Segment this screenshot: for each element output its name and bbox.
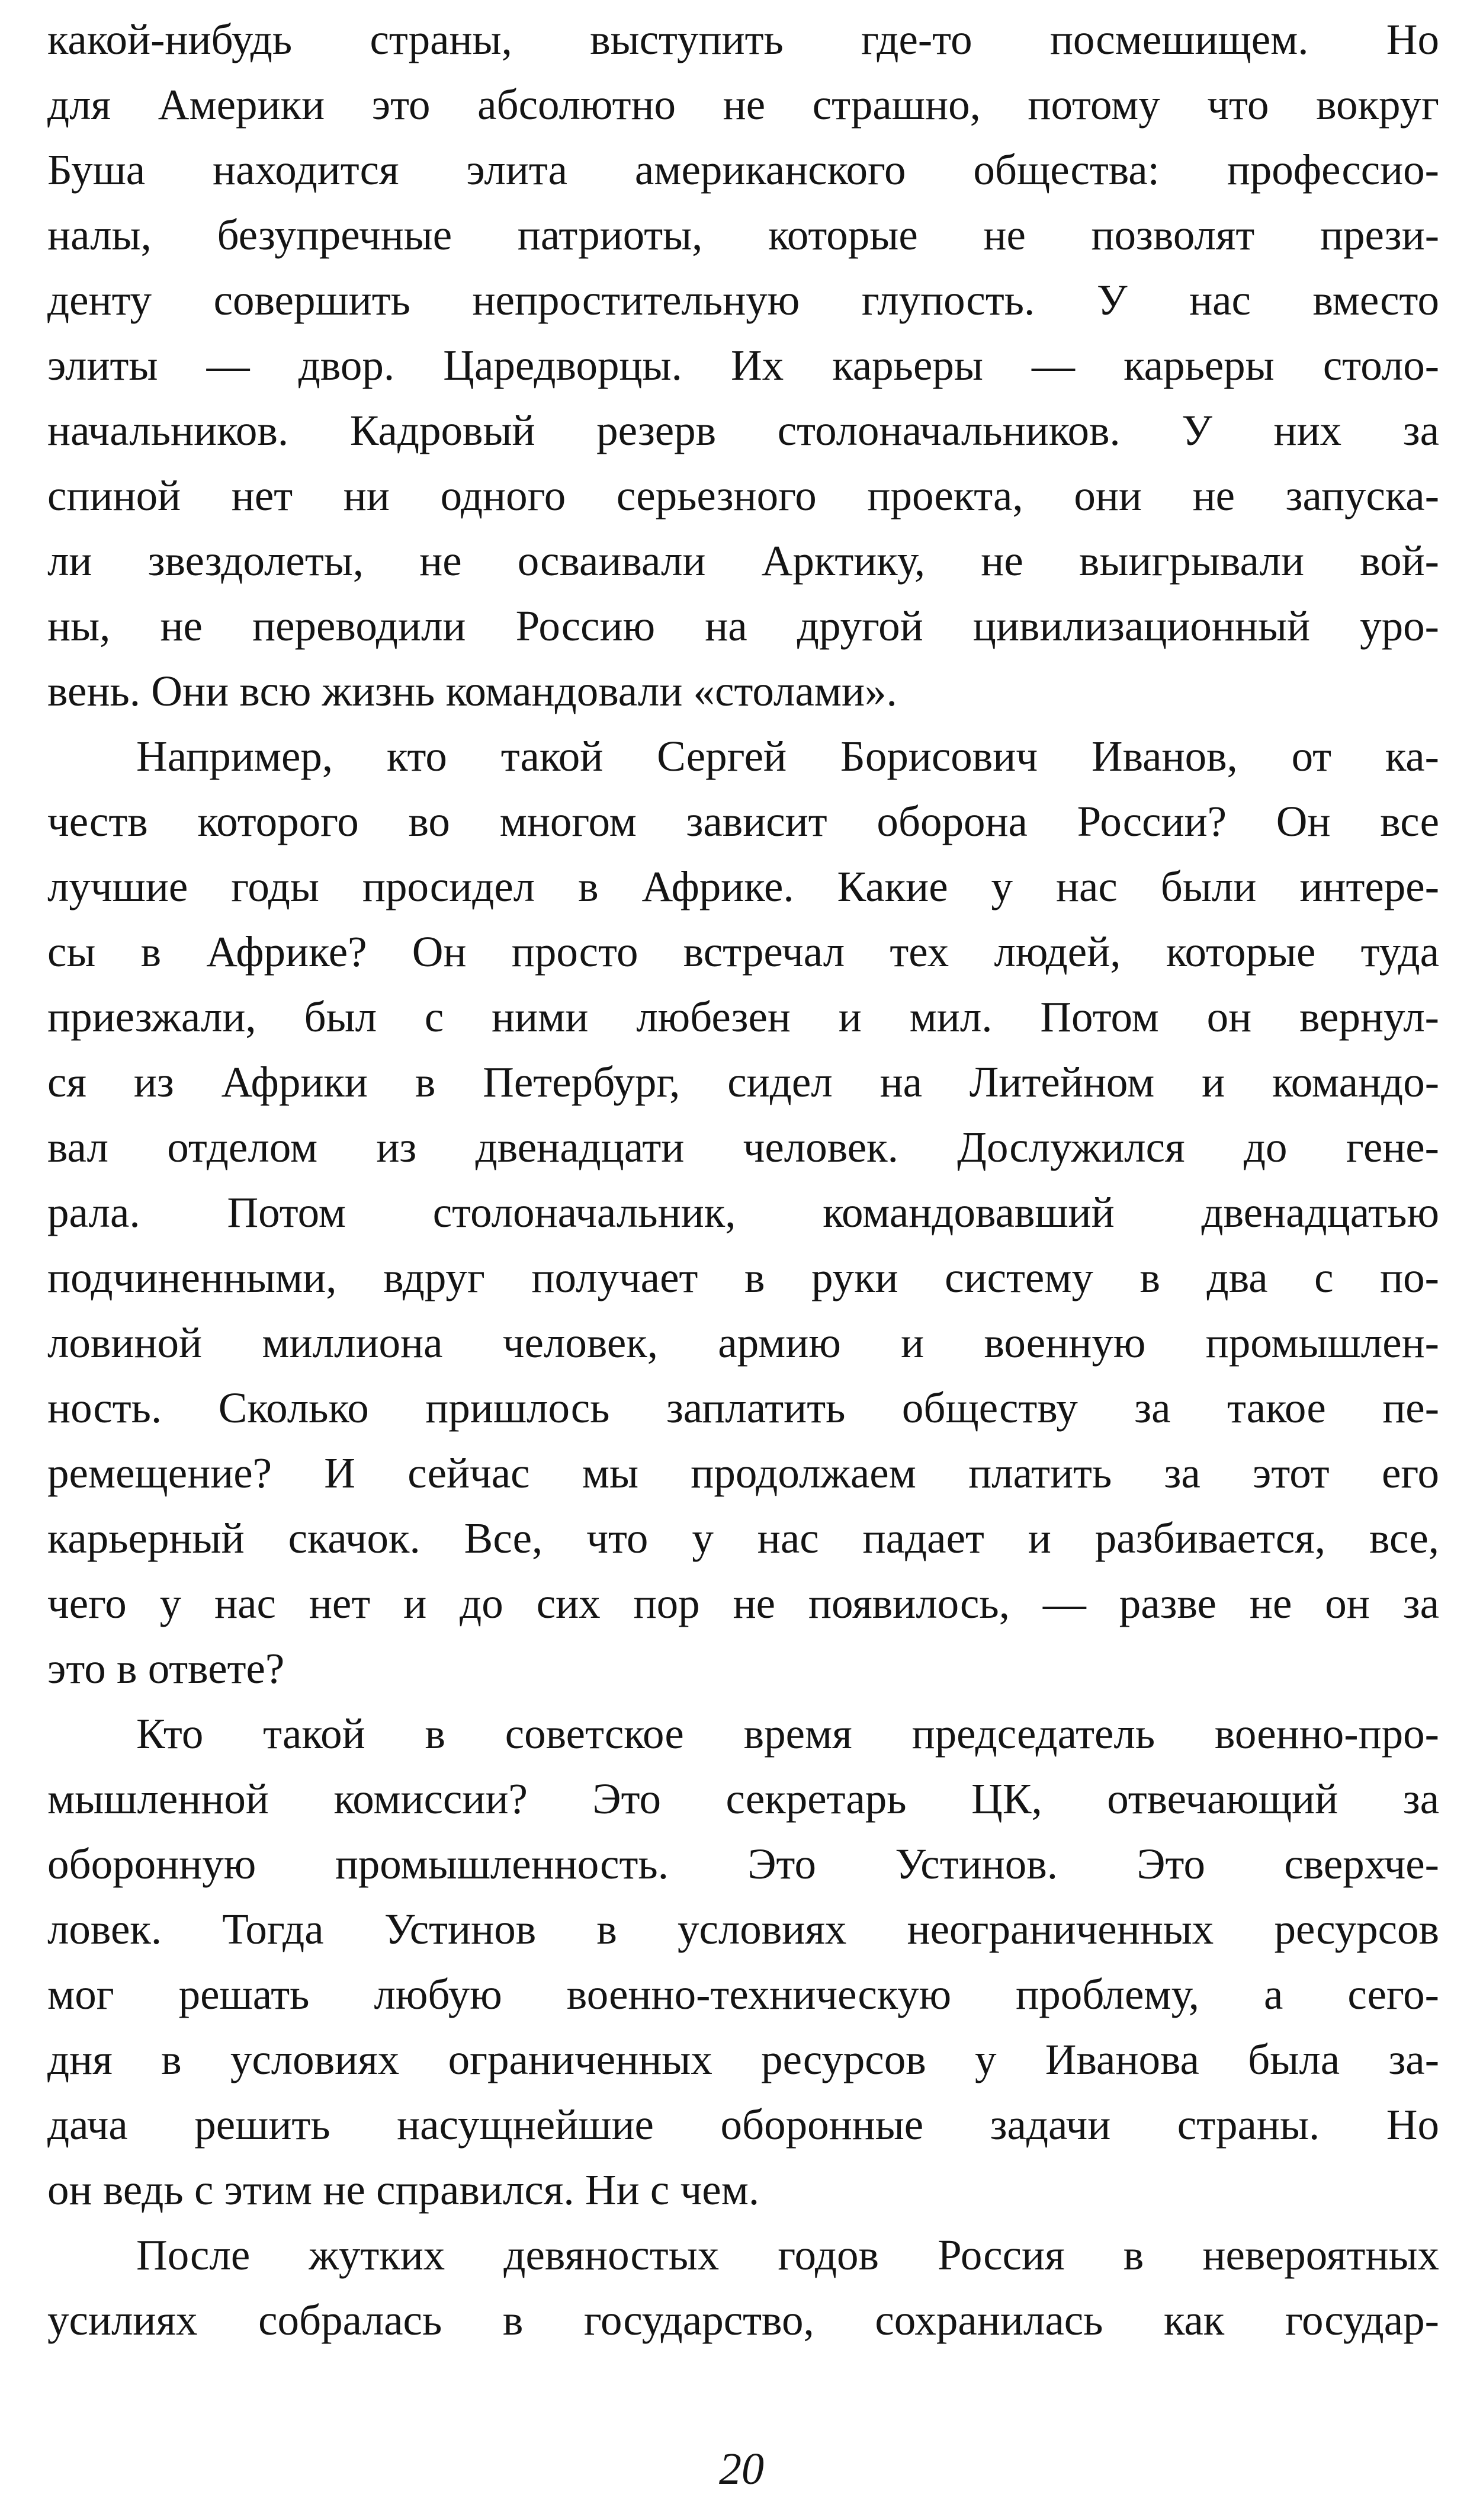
paragraph-1	[47, 7, 1439, 724]
text-line: мышленной комиссии? Это секретарь ЦК, отвечающий за	[47, 1775, 1439, 1823]
text-line: ли звездолеты, не осваивали Арктику, не выигрывали вой-	[47, 537, 1439, 585]
text-line: Буша находится элита американского общества: профессио-	[47, 146, 1439, 194]
text-line: ловиной миллиона человек, армию и военную промышлен-	[47, 1319, 1439, 1367]
text-line: вень. Они всю жизнь командовали «столами».	[47, 667, 897, 715]
text-line: мог решать любую военно-техническую проблему, а сего-	[47, 1970, 1439, 2018]
text-line: элиты — двор. Царедворцы. Их карьеры — карьеры столо-	[47, 341, 1439, 389]
page-body	[47, 7, 1439, 2353]
page-number: 20	[719, 2444, 764, 2494]
text-line: дача решить насущнейшие оборонные задачи страны. Но	[47, 2101, 1439, 2149]
text-line: для Америки это абсолютно не страшно, потому что вокруг	[47, 81, 1439, 129]
text-line: Например, кто такой Сергей Борисович Иванов, от ка-	[136, 732, 1439, 780]
paragraph-3	[47, 1701, 1439, 2223]
text-line: денту совершить непростительную глупость. У нас вместо	[47, 276, 1439, 324]
text-line: честв которого во многом зависит оборона России? Он все	[47, 797, 1439, 845]
text-line: чего у нас нет и до сих пор не появилось, — разве не он за	[47, 1579, 1439, 1627]
text-line: подчиненными, вдруг получает в руки систему в два с по-	[47, 1253, 1439, 1301]
text-line: После жутких девяностых годов Россия в невероятных	[136, 2231, 1439, 2279]
text-line: начальников. Кадровый резерв столоначальников. У них за	[47, 406, 1439, 454]
text-line: лучшие годы просидел в Африке. Какие у нас были интере-	[47, 863, 1439, 910]
text-line: ремещение? И сейчас мы продолжаем платить за этот его	[47, 1449, 1439, 1497]
text-line: ся из Африки в Петербург, сидел на Литейном и командо-	[47, 1058, 1439, 1106]
text-line: карьерный скачок. Все, что у нас падает и разбивается, все,	[47, 1514, 1439, 1562]
text-line: он ведь с этим не справился. Ни с чем.	[47, 2166, 760, 2214]
text-line: ность. Сколько пришлось заплатить обществу за такое пе-	[47, 1384, 1439, 1432]
text-line: дня в условиях ограниченных ресурсов у Иванова была за-	[47, 2035, 1439, 2083]
text-line: рала. Потом столоначальник, командовавший двенадцатью	[47, 1188, 1439, 1236]
text-line: оборонную промышленность. Это Устинов. Это сверхче-	[47, 1840, 1439, 1888]
text-line: вал отделом из двенадцати человек. Дослужился до гене-	[47, 1123, 1439, 1171]
text-line: сы в Африке? Он просто встречал тех людей, которые туда	[47, 928, 1439, 976]
text-line: спиной нет ни одного серьезного проекта, они не запуска-	[47, 472, 1439, 520]
paragraph-2	[47, 724, 1439, 1701]
text-line: какой-нибудь страны, выступить где-то посмешищем. Но	[47, 15, 1439, 63]
text-line: ловек. Тогда Устинов в условиях неограниченных ресурсов	[47, 1905, 1439, 1953]
text-line: усилиях собралась в государство, сохранилась как государ-	[47, 2296, 1439, 2344]
text-line: приезжали, был с ними любезен и мил. Потом он вернул-	[47, 993, 1439, 1041]
text-line: это в ответе?	[47, 1644, 285, 1692]
paragraph-4	[47, 2223, 1439, 2353]
text-line: ны, не переводили Россию на другой цивилизационный уро-	[47, 602, 1439, 650]
text-line: Кто такой в советское время председатель военно-про-	[136, 1710, 1439, 1758]
text-line: налы, безупречные патриоты, которые не позволят прези-	[47, 211, 1439, 259]
